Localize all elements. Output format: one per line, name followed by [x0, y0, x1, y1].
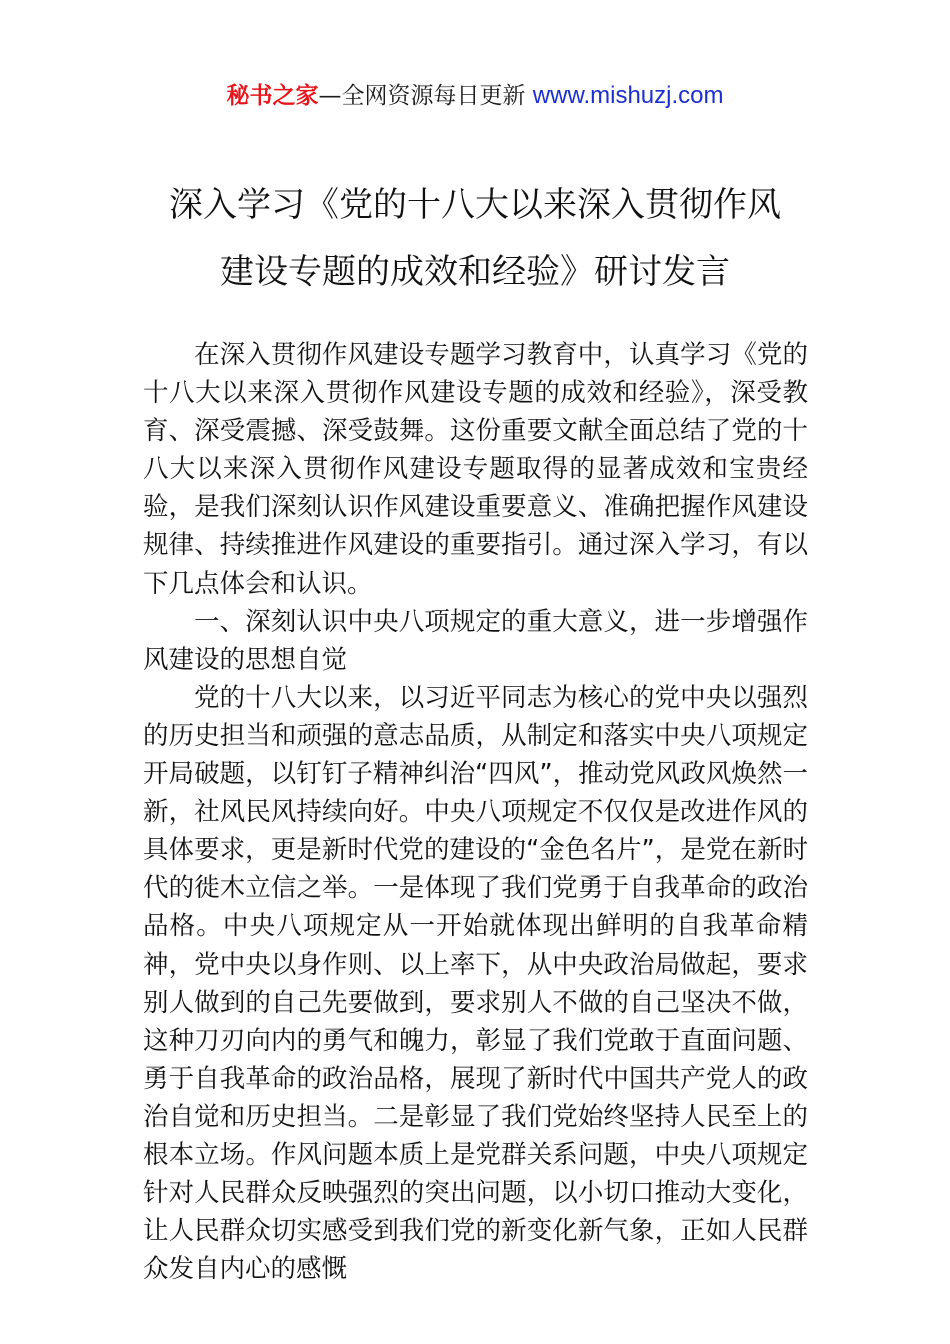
- document-body: [143, 336, 808, 1288]
- header-tagline: —全网资源每日更新: [318, 83, 526, 109]
- intro-paragraph: 在深入贯彻作风建设专题学习教育中，认真学习《党的十八大以来深入贯彻作风建设专题的成效和经验》，深受教育、深受震撼、深受鼓舞。这份重要文献全面总结了党的十八大以来深入贯彻作风建设专题取得的显著成效和宝贵经验，是我们深刻认识作风建设重要意义、准确把握作风建设规律、持续推进作风建设的重要指引。通过深入学习，有以下几点体会和认识。: [143, 340, 808, 599]
- document-title: [140, 172, 810, 306]
- title-line-2: 建设专题的成效和经验》研讨发言: [220, 252, 730, 292]
- site-url-link[interactable]: www.mishuzj.com: [532, 82, 724, 109]
- body-paragraph: 党的十八大以来，以习近平同志为核心的党中央以强烈的历史担当和顽强的意志品质，从制定和落实中央八项规定开局破题，以钉钉子精神纠治“四风”，推动党风政风焕然一新，社风民风持续向好。中央八项规定不仅仅是改进作风的具体要求，更是新时代党的建设的“金色名片”，是党在新时代的徙木立信之举。一是体现了我们党勇于自我革命的政治品格。中央八项规定从一开始就体现出鲜明的自我革命精神，党中央以身作则、以上率下，从中央政治局做起，要求别人做到的自己先要做到，要求别人不做的自己坚决不做，这种刀刃向内的勇气和魄力，彰显了我们党敢于直面问题、勇于自我革命的政治品格，展现了新时代中国共产党人的政治自觉和历史担当。二是彰显了我们党始终坚持人民至上的根本立场。作风问题本质上是党群关系问题，中央八项规定针对人民群众反映强烈的突出问题，以小切口推动大变化，让人民群众切实感受到我们党的新变化新气象，正如人民群众发自内心的感慨: [143, 682, 808, 1285]
- title-line-1: 深入学习《党的十八大以来深入贯彻作风: [169, 185, 781, 225]
- site-header: [0, 80, 950, 112]
- section-heading: 一、深刻认识中央八项规定的重大意义，进一步增强作风建设的思想自觉: [143, 606, 808, 675]
- brand-name: 秘书之家: [226, 83, 319, 109]
